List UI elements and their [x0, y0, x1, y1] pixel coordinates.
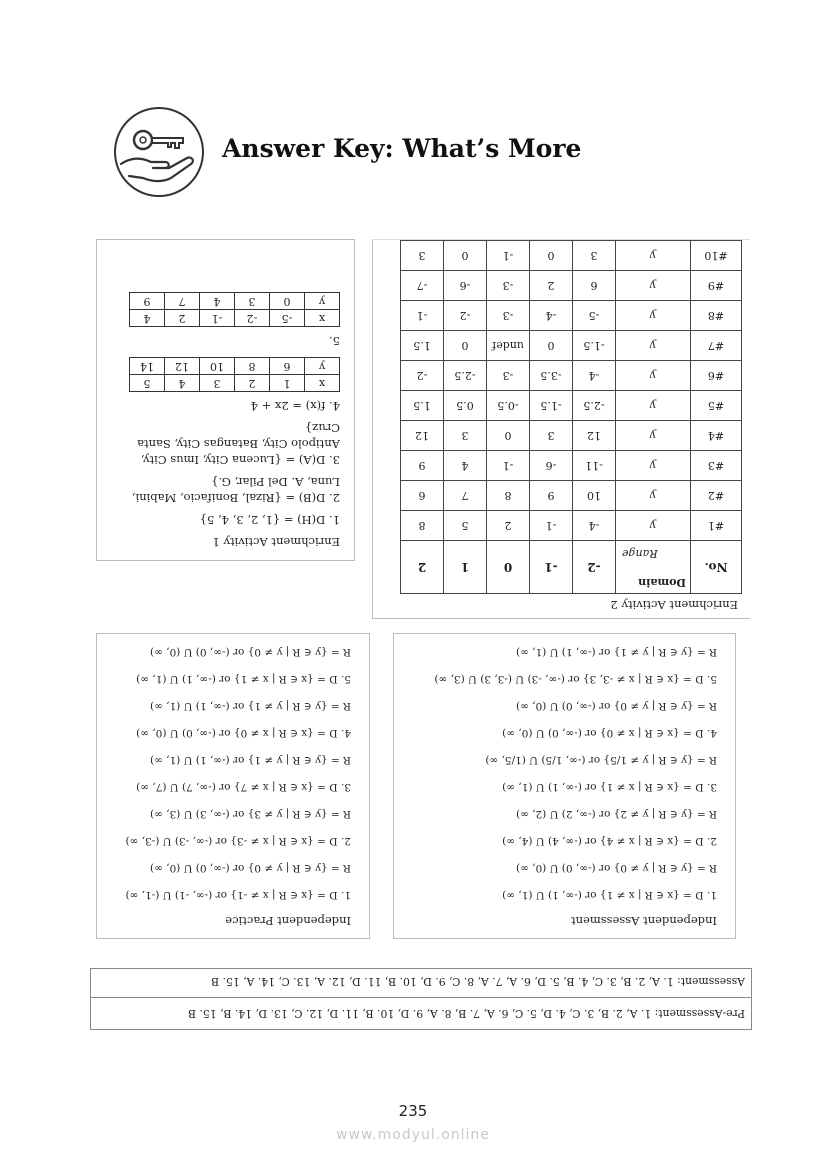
independent-practice-heading: Independent Practice	[225, 914, 351, 928]
key-hand-logo-icon	[113, 106, 205, 198]
list-item: 1. D = {x ∈ R | x ≠ -1} or (-∞, -1) U (-1, ∞)	[125, 889, 351, 901]
enrichment1-item: 4. f(x) = 2x + 4	[250, 399, 340, 413]
list-item: R = {y ∈ R | y ≠ 1} or (-∞, 1) U (1, ∞)	[515, 646, 717, 658]
no-header: No.	[691, 541, 742, 594]
list-item: 3. D = {x ∈ R | x ≠ 7} or (-∞, 7) U (7, ∞)	[136, 781, 351, 793]
list-item: R = {y ∈ R | y ≠ 2} or (-∞, 2) U (2, ∞)	[515, 808, 717, 820]
domain-range-header	[616, 541, 691, 594]
table-row: #6 y -4 -3.5 -3 -2.5 -2	[401, 361, 742, 391]
enrichment-activity-2-box	[372, 239, 750, 619]
enrichment1-item: 2. D(B) = {Rizal, Bonifacio, Mabini, Luna, A. Del Pilar, G.}	[128, 475, 340, 505]
table-row: #3 y -11 -6 -1 4 9	[401, 451, 742, 481]
table-row: #7 y -1.5 0 undef 0 1.5	[401, 331, 742, 361]
table-row: #1 y -4 -1 2 5 8	[401, 511, 742, 541]
list-item: R = {y ∈ R | y ≠ 3} or (-∞, 3) U (3, ∞)	[149, 808, 351, 820]
enrichment2-table: No. Domain Range -2 -1 0 1 2 #1 y -4 -1 2 5 8 #2 y 10 9 8 7 6 #3 y -11 -6 -1 4 9 #4 y 12 3 0 3 12 #5 y -2.5 -1.5 -0.5 0.5 1.5 #6 y -4 -3.5 -3 -2.5 -2 #7 y -1.5 0 undef 0 1.5 #8 y -5 -4 -3 -2 -1 #9 y 6 2 -3 -6 -7 #10 y 3 0 -1 0 3	[400, 240, 742, 594]
list-item: R = {y ∈ R | y ≠ 0} or (-∞, 0) U (0, ∞)	[515, 700, 717, 712]
enrichment1-heading: Enrichment Activity 1	[212, 535, 340, 549]
page-title: Answer Key: What’s More	[222, 134, 582, 163]
list-item: 2. D = {x ∈ R | x ≠ 4} or (-∞, 4) U (4, ∞)	[502, 835, 717, 847]
list-item: R = {y ∈ R | y ≠ 1} or (-∞, 1) U (1, ∞)	[149, 700, 351, 712]
table-row: #8 y -5 -4 -3 -2 -1	[401, 301, 742, 331]
table-row: #5 y -2.5 -1.5 -0.5 0.5 1.5	[401, 391, 742, 421]
table-item-5: x -5 -2 -1 2 4 y 0 3 4 7 9	[129, 292, 340, 327]
domain-label: Domain	[638, 576, 686, 589]
list-item: R = {y ∈ R | y ≠ 1} or (-∞, 1) U (1, ∞)	[149, 754, 351, 766]
list-item: 4. D = {x ∈ R | x ≠ 0} or (-∞, 0) U (0, ∞)	[136, 727, 351, 739]
enrichment1-item: 3. D(A) = {Lucena City, Imus City, Antipolo City, Batangas City, Santa Cruz}	[133, 421, 340, 467]
table-row: #4 y 12 3 0 3 12	[401, 421, 742, 451]
table-row: #2 y 10 9 8 7 6	[401, 481, 742, 511]
pre-assessment-answers: Pre-Assessment: 1. A, 2. B, 3. C, 4. D, 5. C, 6. A, 7. B, 8. A, 9. D, 10. B, 11. D, 12. C, 13. D, 14. B, 15. B	[188, 1007, 745, 1020]
enrichment1-item-5: 5.	[329, 334, 340, 348]
enrichment2-heading: Enrichment Activity 2	[610, 598, 738, 612]
list-item: 5. D = {x ∈ R | x ≠ -3, 3} or (-∞, -3) U (-3, 3) U (3, ∞)	[434, 673, 717, 685]
list-item: R = {y ∈ R | y ≠ 1/5} or (-∞, 1/5) U (1/5, ∞)	[485, 754, 717, 766]
assessment-answers-box	[90, 968, 752, 1030]
list-item: 3. D = {x ∈ R | x ≠ 1} or (-∞, 1) U (1, ∞)	[502, 781, 717, 793]
table-item-4: x 1 2 3 4 5 y 6 8 10 12 14	[129, 357, 340, 392]
assessment-answers: Assessment: 1. A, 2. B, 3. C, 4. B, 5. D, 6. A, 7. A, 8. C, 9. D, 10. B, 11. D, 12. A, 13. C, 14. A, 15. B	[91, 967, 751, 998]
list-item: R = {y ∈ R | y ≠ 0} or (-∞, 0) U (0, ∞)	[149, 862, 351, 874]
list-item: 5. D = {x ∈ R | x ≠ 1} or (-∞, 1) U (1, ∞)	[136, 673, 351, 685]
enrichment1-item: 1. D(H) = {1, 2, 3, 4, 5}	[199, 513, 340, 527]
independent-assessment-heading: Independent Assessment	[571, 914, 717, 928]
watermark: www.modyul.online	[336, 1127, 490, 1143]
range-label: Range	[622, 547, 658, 560]
table-row: #10 y 3 0 -1 0 3	[401, 241, 742, 271]
enrichment-activity-1-box	[96, 239, 355, 561]
page-number: 235	[398, 1102, 428, 1120]
independent-assessment-box	[393, 633, 736, 939]
independent-practice-box	[96, 633, 370, 939]
list-item: 2. D = {x ∈ R | x ≠ -3} or (-∞, -3) U (-3, ∞)	[125, 835, 351, 847]
list-item: R = {y ∈ R | y ≠ 0} or (-∞, 0) U (0, ∞)	[149, 646, 351, 658]
list-item: R = {y ∈ R | y ≠ 0} or (-∞, 0) U (0, ∞)	[515, 862, 717, 874]
list-item: 1. D = {x ∈ R | x ≠ 1} or (-∞, 1) U (1, ∞)	[502, 889, 717, 901]
table-row: #9 y 6 2 -3 -6 -7	[401, 271, 742, 301]
list-item: 4. D = {x ∈ R | x ≠ 0} or (-∞, 0) U (0, ∞)	[502, 727, 717, 739]
